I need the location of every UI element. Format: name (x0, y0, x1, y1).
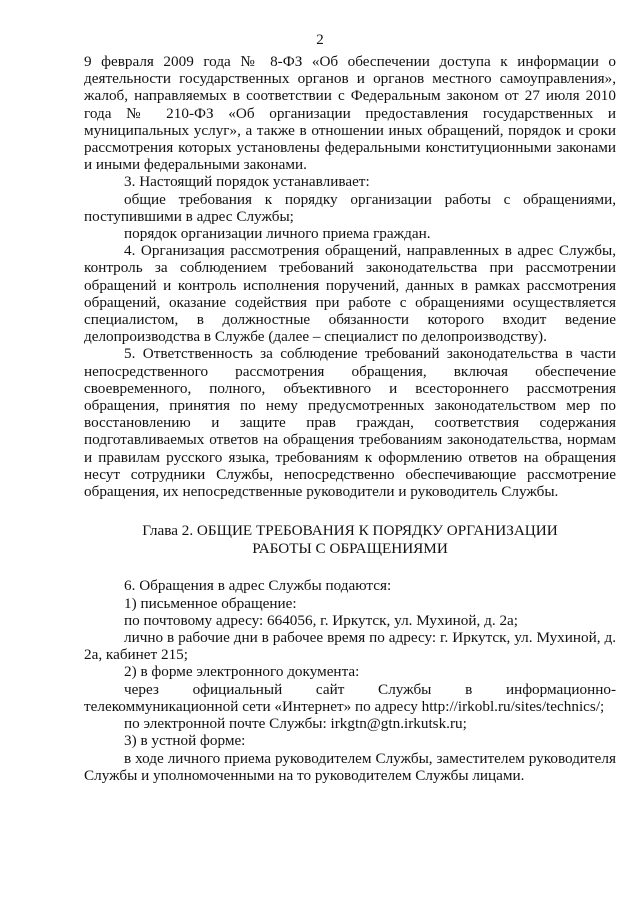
item-written-appeal: 1) письменное обращение: (124, 594, 297, 612)
postal-address: по почтовому адресу: 664056, г. Иркутск, ул. Мухиной, д. 2а; (124, 611, 518, 629)
paragraph-5: 5. Ответственность за соблюдение требований законодательства в части непосредственного рассмотрения обращения, включая обеспечение своевременного, полного, объективного и всестороннего рассмотрения обращения, принятия по нему предусмотренных законодательством мер по восстановлению и защите прав граждан, соответствия содержания подготавливаемых ответов на обращения требованиям законодательства, нормам и правилам русского языка, требованиям к оформлению ответов на обращения несут сотрудники Службы, непосредственно обеспечивающие рассмотрение обращения, их непосредственные руководители и руководитель Службы. (84, 345, 616, 501)
email-address: по электронной почте Службы: irkgtn@gtn.irkutsk.ru; (124, 715, 467, 733)
chapter-heading (84, 522, 616, 557)
chapter-heading-line-1: Глава 2. ОБЩИЕ ТРЕБОВАНИЯ К ПОРЯДКУ ОРГАНИЗАЦИИ (142, 522, 558, 540)
document-body (84, 53, 616, 784)
paragraph-3-item-1: общие требования к порядку организации работы с обращениями, поступившими в адрес Службы; (84, 190, 616, 225)
item-oral-form: 3) в устной форме: (124, 732, 246, 750)
paragraph-3-item-2: порядок организации личного приема граждан. (124, 225, 431, 243)
paragraph-4: 4. Организация рассмотрения обращений, направленных в адрес Службы, контроль за соблюдением требований законодательства при рассмотрении обращений и контроль исполнения поручений, данных в рамках рассмотрения обращений, оказание содействия при работе с обращениями осуществляется специалистом, в должностные обязанности которого входит ведение делопроизводства в Службе (далее – специалист по делопроизводству). (84, 242, 616, 346)
chapter-heading-line-2: РАБОТЫ С ОБРАЩЕНИЯМИ (252, 539, 448, 557)
paragraph-continuation: 9 февраля 2009 года № 8-ФЗ «Об обеспечении доступа к информации о деятельности государственных органов и органов местного самоуправления», жалоб, направляемых в соответствии с Федеральным законом от 27 июля 2010 года № 210-ФЗ «Об организации предоставления государственных и муниципальных услуг», а также в отношении иных обращений, порядок и сроки рассмотрения которых установлены федеральными конституционными законами и иными федеральными законами. (84, 53, 616, 174)
paragraph-6: 6. Обращения в адрес Службы подаются: (124, 577, 392, 595)
in-person-address: лично в рабочие дни в рабочее время по адресу: г. Иркутск, ул. Мухиной, д. 2а, кабинет 215; (84, 629, 616, 664)
personal-reception: в ходе личного приема руководителем Службы, заместителем руководителя Службы и уполномоченными на то руководителем Службы лицами. (84, 749, 616, 784)
spacer (84, 557, 616, 577)
paragraph-3: 3. Настоящий порядок устанавливает: (124, 173, 370, 191)
item-electronic-document: 2) в форме электронного документа: (124, 663, 360, 681)
page-number: 2 (316, 32, 324, 48)
official-website: через официальный сайт Службы в информационно-телекоммуникационной сети «Интернет» по адресу http://irkobl.ru/sites/technics/; (84, 680, 616, 715)
